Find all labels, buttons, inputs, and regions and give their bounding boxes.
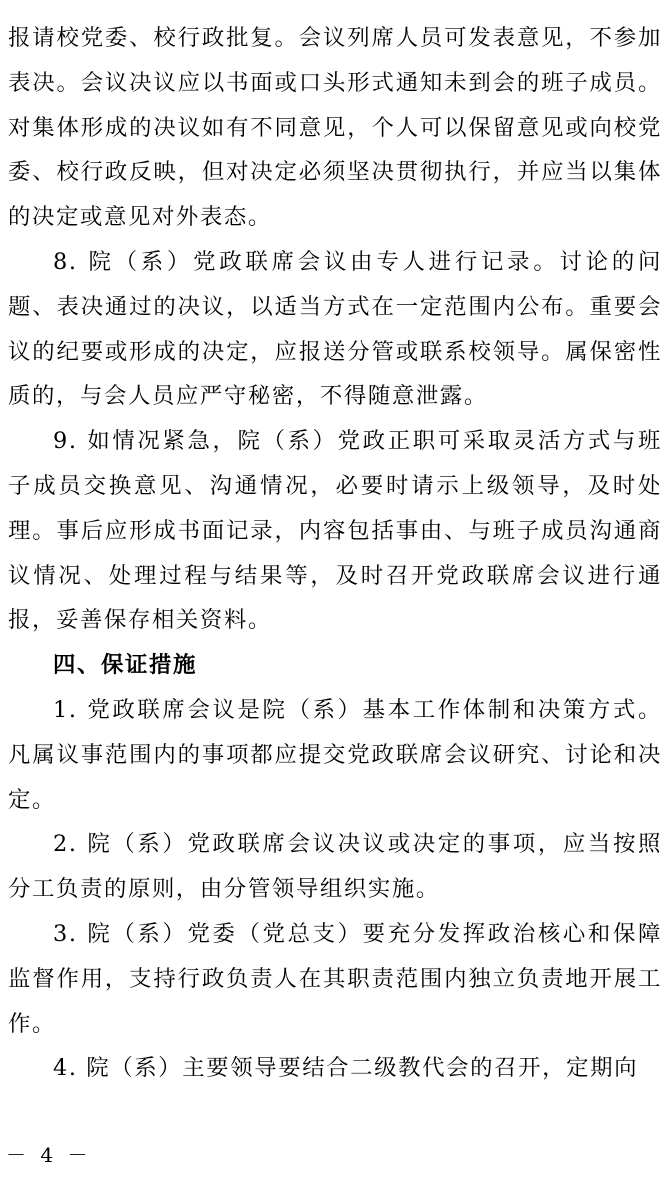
paragraph-item-3: 3. 院（系）党委（党总支）要充分发挥政治核心和保障监督作用，支持行政负责人在其职责范围内独立负责地开展工作。: [8, 920, 662, 1037]
paragraph-item-8: 8. 院（系）党政联席会议由专人进行记录。讨论的问题、表决通过的决议，以适当方式在一定范围内公布。重要会议的纪要或形成的决定，应报送分管或联系校领导。属保密性质的，与会人员应严守秘密，不得随意泄露。: [8, 248, 662, 410]
paragraph-item-9: 9. 如情况紧急，院（系）党政正职可采取灵活方式与班子成员交换意见、沟通情况，必要时请示上级领导，及时处理。事后应形成书面记录，内容包括事由、与班子成员沟通商议情况、处理过程与结果等，及时召开党政联席会议进行通报，妥善保存相关资料。: [8, 428, 662, 634]
paragraph-continuation: 报请校党委、校行政批复。会议列席人员可发表意见，不参加表决。会议决议应以书面或口头形式通知未到会的班子成员。对集体形成的决议如有不同意见，个人可以保留意见或向校党委、校行政反映，但对决定必须坚决贯彻执行，并应当以集体的决定或意见对外表态。: [8, 25, 662, 231]
paragraph-item-4: 4. 院（系）主要领导要结合二级教代会的召开，定期向: [53, 1055, 639, 1082]
page-number: － 4 －: [6, 1143, 92, 1167]
paragraph-item-2: 2. 院（系）党政联席会议决议或决定的事项，应当按照分工负责的原则，由分管领导组织实施。: [8, 831, 662, 903]
section-heading-guarantee-measures: 四、保证措施: [53, 652, 197, 679]
document-body: [8, 16, 662, 1091]
paragraph-item-1: 1. 党政联席会议是院（系）基本工作体制和决策方式。凡属议事范围内的事项都应提交党政联席会议研究、讨论和决定。: [8, 696, 662, 813]
